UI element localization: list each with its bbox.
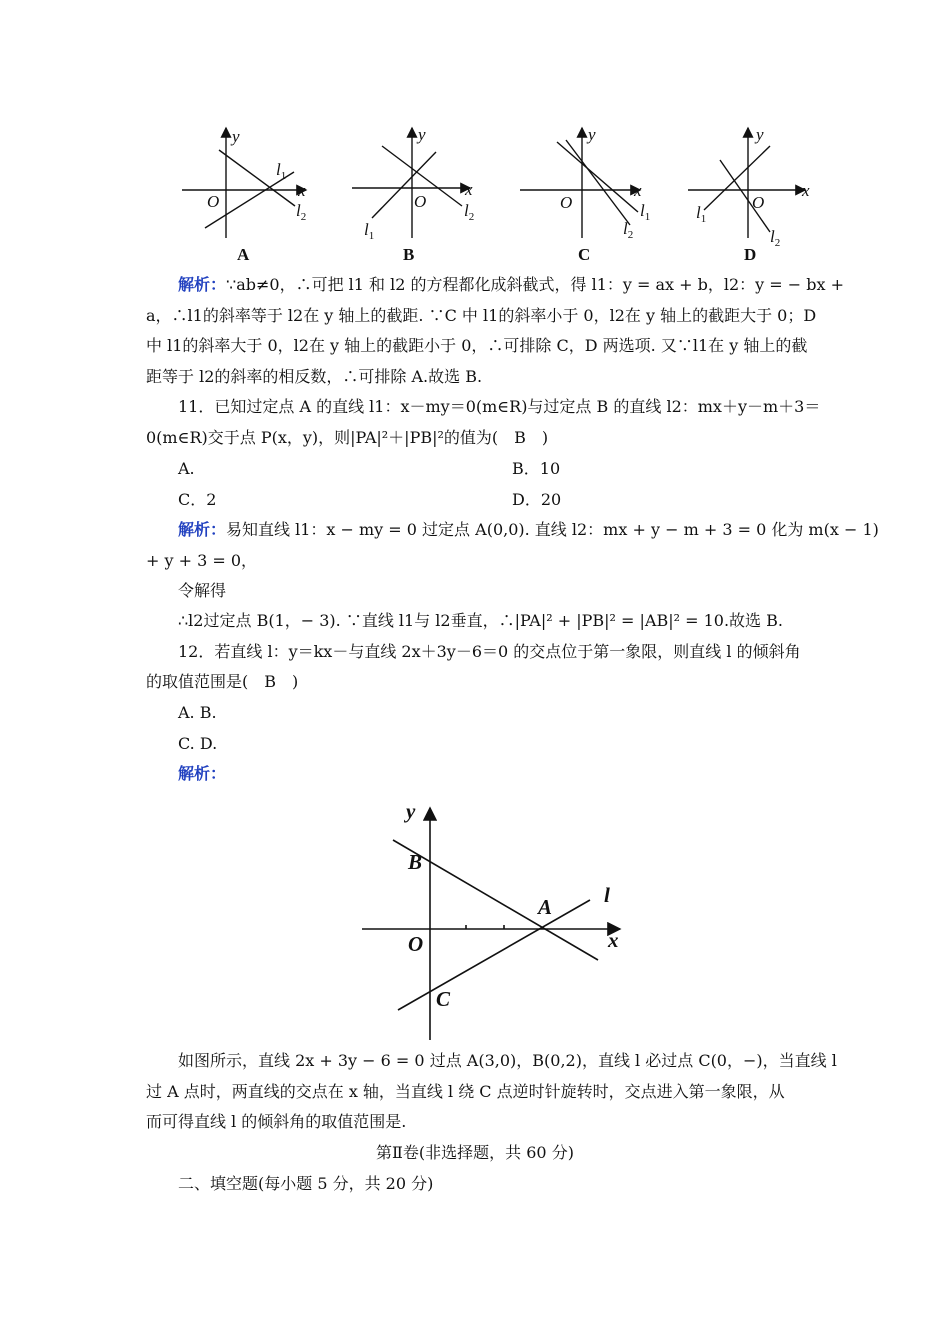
panel-d-l1: l [696, 203, 701, 222]
q12-stem-line-1: 12．若直线 l：y＝kx－与直线 2x＋3y－6＝0 的交点位于第一象限，则直线 l 的倾斜角 [178, 642, 801, 661]
panel-a-x-label: x [298, 181, 306, 200]
q12-point-c-label: C [436, 987, 451, 1011]
panel-d-x-label: x [802, 181, 810, 200]
q12-options-ab: A. B. [178, 703, 217, 722]
q10-analysis-line-1: 解析：∵ab≠0，∴可把 l1 和 l2 的方程都化成斜截式，得 l1：y = ax + b，l2：y = − bx + [178, 275, 845, 294]
panel-d-y-label: y [756, 125, 764, 144]
q11-stem-line-1: 11．已知过定点 A 的直线 l1：x－my＝0(m∈R)与过定点 B 的直线 l2：mx＋y－m＋3＝ [178, 397, 821, 416]
q11-option-d: D．20 [512, 490, 562, 509]
figure-panel-a [182, 128, 306, 238]
q11-analysis-line-2: + y + 3 = 0， [146, 551, 258, 570]
panel-b-y-label: y [418, 125, 426, 144]
q12-line-l-label: l [604, 883, 610, 907]
q10-analysis-line-3: 中 l1的斜率大于 0，l2在 y 轴上的截距小于 0，∴可排除 C，D 两选项. 又∵l1在 y 轴上的截 [146, 336, 808, 355]
panel-a-l2: l [296, 201, 301, 220]
figure-panel-b [352, 128, 470, 238]
section-title: 第Ⅱ卷(非选择题，共 60 分) [376, 1143, 574, 1162]
svg-text:l1: $l_1$ [276, 160, 287, 182]
panel-d-l2: l [770, 227, 775, 246]
panel-d-caption: D [744, 245, 757, 264]
panel-a-l1: l [276, 160, 281, 179]
panel-b-l1: l [364, 220, 369, 239]
svg-text:l1: $l_1$ [364, 220, 375, 242]
panel-a-origin: O [207, 192, 220, 211]
panel-c-y-label: y [588, 125, 596, 144]
analysis-label: 解析： [178, 275, 227, 294]
svg-text:l2: $l_2$ [770, 227, 781, 249]
q12-line-ab [393, 840, 598, 960]
svg-text:l1: $l_1$ [696, 203, 707, 225]
q12-origin-label: O [408, 932, 424, 956]
svg-text:l2: $l_2$ [296, 201, 307, 223]
q12-figure [0, 790, 950, 1050]
q11-option-b: B．10 [512, 459, 561, 478]
q12-point-b-label: B [408, 850, 423, 874]
panel-c-x-label: x [634, 181, 642, 200]
option-figures [0, 0, 950, 270]
panel-b-origin: O [414, 192, 427, 211]
q10-analysis-line-2: a，∴l1的斜率等于 l2在 y 轴上的截距. ∵C 中 l1的斜率小于 0，l2在 y 轴上的截距大于 0；D [146, 306, 817, 325]
panel-c-origin: O [560, 193, 573, 212]
svg-text:l2: $l_2$ [464, 201, 475, 223]
q12-options-cd: C. D. [178, 734, 218, 753]
q12-analysis-label: 解析： [178, 764, 227, 783]
figure-panel-c [520, 128, 640, 238]
q11-analysis-line-4: ∴l2过定点 B(1，− 3). ∵直线 l1与 l2垂直，∴|PA|² + |PB|² = |AB|² = 10.故选 B. [178, 611, 783, 630]
q12-explain-line-3: 而可得直线 l 的倾斜角的取值范围是. [146, 1112, 407, 1131]
panel-c-l1: l [640, 201, 645, 220]
fill-blank-heading: 二、填空题(每小题 5 分，共 20 分) [178, 1174, 434, 1193]
q11-analysis-line-3: 令解得 [178, 581, 227, 600]
q10-analysis-line-4: 距等于 l2的斜率的相反数，∴可排除 A.故选 B. [146, 367, 483, 386]
q11-option-a: A. [178, 459, 195, 478]
q12-stem-line-2: 的取值范围是( B ) [146, 672, 299, 691]
q11-analysis-line-1: 解析：易知直线 l1：x − my = 0 过定点 A(0,0). 直线 l2：mx + y − m + 3 = 0 化为 m(x − 1) [178, 520, 879, 539]
q12-x-label: x [608, 928, 619, 952]
panel-a-caption: A [237, 245, 250, 264]
q11-stem-line-2: 0(m∈R)交于点 P(x，y)，则|PA|²＋|PB|²的值为( B ) [146, 428, 549, 447]
analysis-label: 解析： [178, 520, 227, 539]
q12-line-l [398, 900, 590, 1010]
q12-y-label: y [406, 799, 416, 823]
svg-text:l1: $l_1$ [640, 201, 651, 223]
panel-b-x-label: x [465, 180, 473, 199]
panel-d-origin: O [752, 193, 765, 212]
panel-c-caption: C [578, 245, 591, 264]
q12-explain-line-1: 如图所示，直线 2x + 3y − 6 = 0 过点 A(3,0)，B(0,2)，直线 l 必过点 C(0，−)，当直线 l [178, 1051, 837, 1070]
panel-c-l2: l [623, 219, 628, 238]
q12-point-a-label: A [538, 895, 553, 919]
panel-a-y-label: y [232, 127, 240, 146]
q11-option-c: C．2 [178, 490, 217, 509]
panel-b-caption: B [403, 245, 415, 264]
panel-b-l2: l [464, 201, 469, 220]
q12-explain-line-2: 过 A 点时，两直线的交点在 x 轴，当直线 l 绕 C 点逆时针旋转时，交点进入第一象限，从 [146, 1082, 785, 1101]
svg-text:l2: $l_2$ [623, 219, 634, 241]
